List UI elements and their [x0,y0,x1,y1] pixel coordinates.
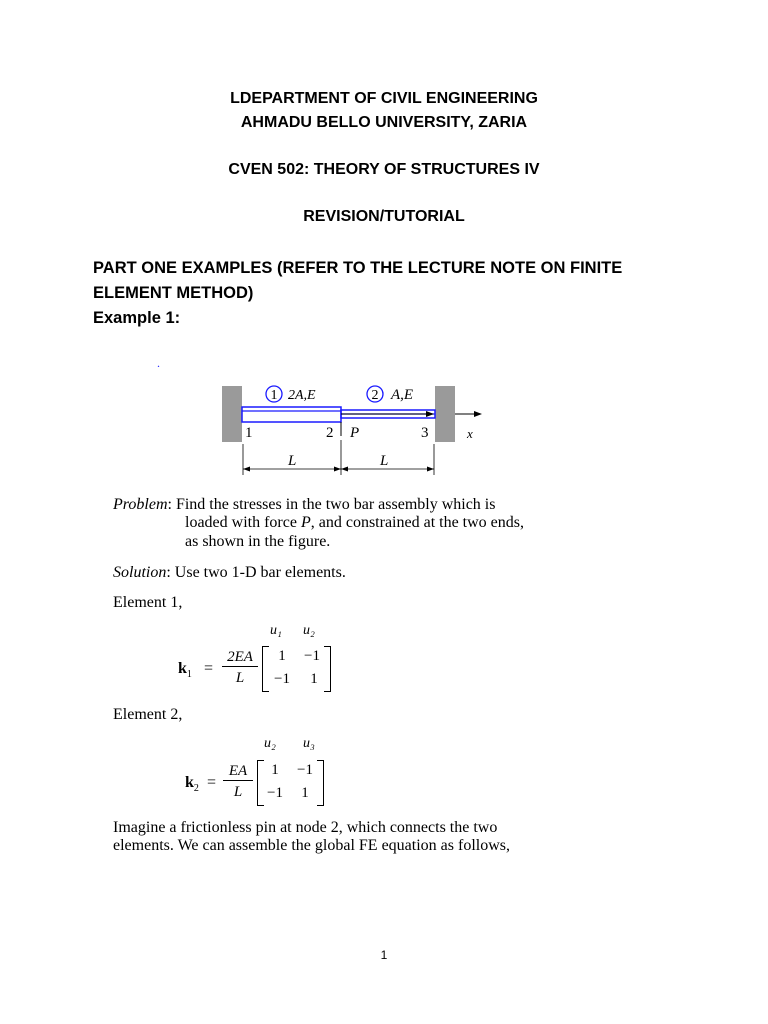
node-1-label: 1 [245,425,253,441]
k1-numerator: 2EA [222,648,258,667]
element-2-heading: Element 2, [113,706,183,723]
element-2-dof-a: u₂ [264,736,276,751]
bar-assembly-figure [222,380,492,480]
document-subtitle: REVISION/TUTORIAL [303,208,465,225]
solution-label: Solution [113,564,167,581]
element-2-label: A,E [391,387,414,403]
k1-m22: 1 [310,671,318,687]
axis-label: x [467,426,473,441]
closing-line1: Imagine a frictionless pin at node 2, which connects the two [113,819,498,836]
length-1-label: L [288,453,297,469]
element-1-dof-b: u₂ [303,623,315,638]
k2-symbol: k [185,774,194,791]
stiffness-matrix-1: $k_1$ = 2EA L 1 −1 −1 1 [178,646,338,694]
node-2-label: 2 [326,425,334,441]
k2-m22: 1 [301,785,309,801]
department-title: LDEPARTMENT OF CIVIL ENGINEERING [230,90,538,107]
k2-subscript: 2 [193,783,199,795]
problem-line1 [113,495,495,515]
problem-line2 [185,513,524,533]
university-title: AHMADU BELLO UNIVERSITY, ZARIA [240,114,528,131]
left-wall [222,386,242,442]
k1-subscript: 1 [186,669,192,681]
stray-mark: . [157,356,160,370]
k1-m11: 1 [278,648,286,664]
element-1-label: 2A,E [288,388,316,403]
element-1-heading: Element 1, [113,594,183,611]
k1-m21: −1 [274,671,290,687]
problem-line3: as shown in the figure. [185,533,331,550]
k2-m21: −1 [267,785,283,801]
example-heading: Example 1: [93,309,181,327]
part-heading-line2: ELEMENT METHOD) [93,284,254,302]
k2-denominator: L [233,784,243,800]
solution-text: : Use two 1-D bar elements. [166,564,346,581]
problem-text-2a: loaded with force [185,514,301,531]
element-1-dof-a: u₁ [270,623,282,638]
k2-m12: −1 [297,762,313,778]
problem-label: Problem [113,496,168,513]
length-2-label: L [380,453,389,469]
page-number: 1 [380,948,388,962]
k1-symbol: k [178,660,187,677]
solution-line [113,563,346,583]
k1-denominator: L [235,670,245,686]
node-3-label: 3 [421,425,429,441]
k2-numerator: EA [223,762,253,781]
problem-text-2c: , and constrained at the two ends, [310,514,525,531]
element-1-number: 1 [270,388,278,403]
problem-text-1: : Find the stresses in the two bar assembly which is [167,496,496,513]
k2-m11: 1 [271,762,279,778]
right-wall [435,386,455,442]
k1-m12: −1 [304,648,320,664]
bar-element-1 [242,407,341,422]
load-label: P [350,425,360,441]
course-title: CVEN 502: THEORY OF STRUCTURES IV [228,161,540,178]
closing-line2: elements. We can assemble the global FE equation as follows, [113,837,510,854]
part-heading-line1: PART ONE EXAMPLES (REFER TO THE LECTURE NOTE ON FINITE [93,259,623,277]
element-2-number: 2 [371,388,379,403]
element-2-dof-b: u₃ [303,736,315,751]
problem-text-2b: P [300,514,311,531]
stiffness-matrix-2: $k_2$ = EA L 1 −1 −1 1 [185,760,335,808]
